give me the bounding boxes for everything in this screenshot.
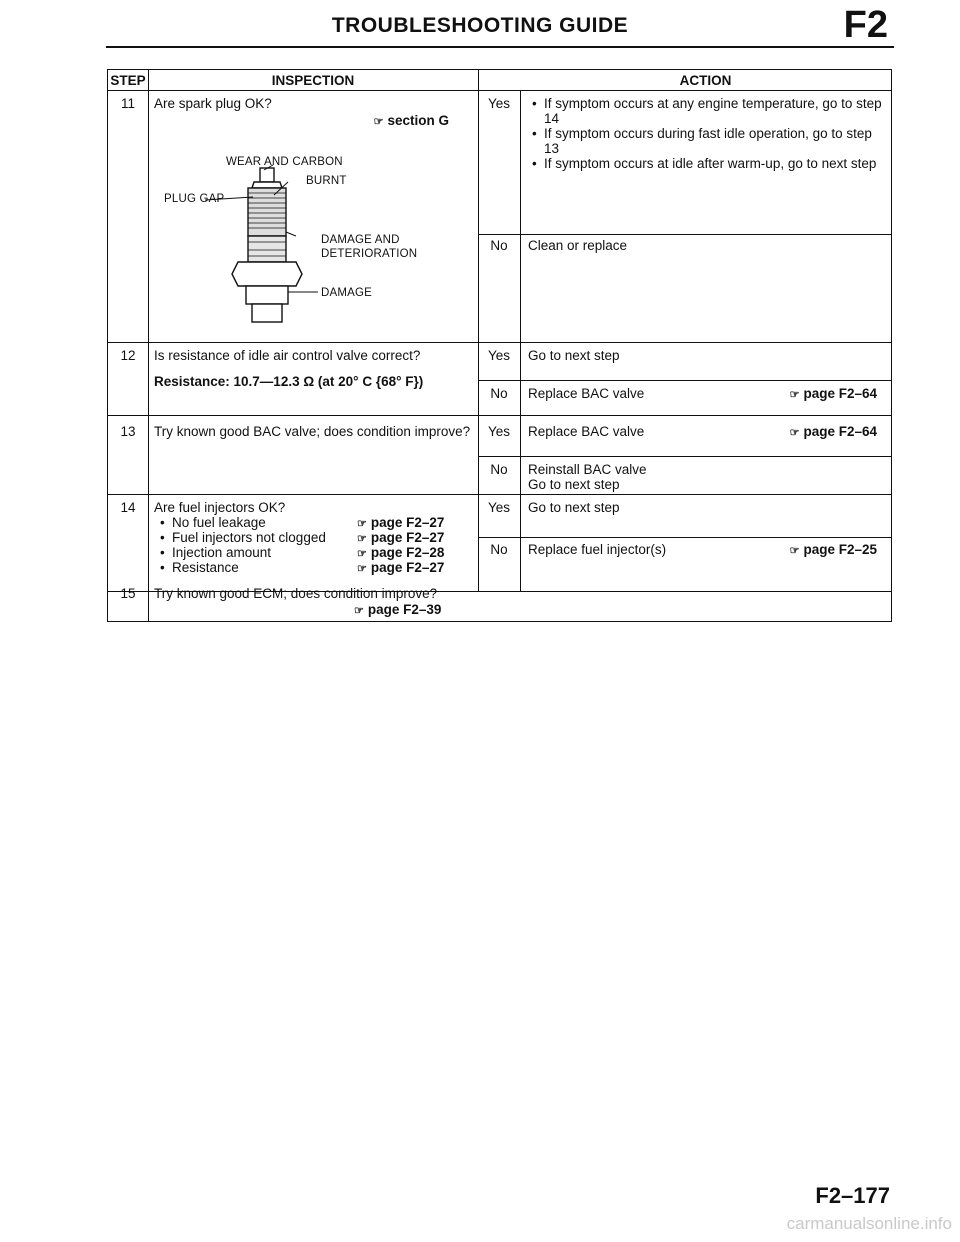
page-number: F2–177 <box>815 1183 890 1208</box>
pointing-hand-icon: ☞ <box>373 116 384 128</box>
reference-link: ☞ page F2–25 <box>789 542 877 557</box>
no-label: No <box>490 462 508 477</box>
inspection-question: Try known good ECM; does condition improve? <box>154 586 438 601</box>
no-label: No <box>490 542 508 557</box>
watermark: carmanualsonline.info <box>786 1214 952 1233</box>
diagram-label-damage-deterioration: DAMAGE AND <box>321 234 400 246</box>
action-item: • If symptom occurs during fast idle operation, go to step 13 <box>544 126 890 156</box>
yes-label: Yes <box>487 424 511 439</box>
diagram-label-damage-deterioration: DETERIORATION <box>321 248 418 260</box>
action-text: Go to next step <box>528 500 620 515</box>
header-step: STEP <box>110 73 146 88</box>
inspection-question: Is resistance of idle air control valve correct? <box>154 348 421 363</box>
step-number: 15 <box>120 586 136 601</box>
diagram-leader-lines <box>108 70 478 340</box>
pointing-hand-icon: ☞ <box>357 563 367 575</box>
inspection-item: • Fuel injectors not clogged ☞ page F2–27 <box>172 530 470 545</box>
diagram-label-wear: WEAR AND CARBON <box>226 156 343 168</box>
no-label: No <box>490 386 508 401</box>
pointing-hand-icon: ☞ <box>357 518 367 530</box>
row12-split <box>478 380 891 381</box>
action-text: Go to next step <box>528 477 620 492</box>
header-rule <box>106 46 894 48</box>
yes-label: Yes <box>487 500 511 515</box>
inspection-question: Are fuel injectors OK? <box>154 500 286 515</box>
yes-label: Yes <box>487 96 511 111</box>
row13-split <box>478 456 891 457</box>
action-text: Reinstall BAC valve <box>528 462 647 477</box>
pointing-hand-icon: ☞ <box>789 389 800 401</box>
inspection-question: Try known good BAC valve; does condition improve? <box>154 424 471 439</box>
pointing-hand-icon: ☞ <box>789 545 800 557</box>
pointing-hand-icon: ☞ <box>357 533 367 545</box>
pointing-hand-icon: ☞ <box>357 548 367 560</box>
reference-link: ☞ section G <box>373 113 449 128</box>
inspection-question: Are spark plug OK? <box>154 96 272 111</box>
pointing-hand-icon: ☞ <box>354 605 364 617</box>
step-number: 13 <box>120 424 136 439</box>
pointing-hand-icon: ☞ <box>789 427 800 439</box>
action-item: • If symptom occurs at any engine temperature, go to step 14 <box>544 96 890 126</box>
step-number: 11 <box>120 96 135 111</box>
no-label: No <box>490 238 508 253</box>
reference-link: ☞ page F2–64 <box>789 424 877 439</box>
row-divider-12 <box>108 415 891 416</box>
row14-split <box>478 537 891 538</box>
resistance-spec: Resistance: 10.7—12.3 Ω (at 20° C {68° F}) <box>154 374 424 389</box>
inspection-item: • Injection amount ☞ page F2–28 <box>172 545 470 560</box>
yes-label: Yes <box>487 348 511 363</box>
inspection-item: • Resistance ☞ page F2–27 <box>172 560 470 575</box>
action-item: • If symptom occurs at idle after warm-up, go to next step <box>544 156 890 171</box>
row-divider-13 <box>108 494 891 495</box>
action-text: Replace fuel injector(s) <box>528 542 667 557</box>
action-text: Replace BAC valve <box>528 386 645 401</box>
row-divider-11 <box>108 342 891 343</box>
action-text: Replace BAC valve <box>528 424 645 439</box>
header-inspection: INSPECTION <box>271 73 355 88</box>
reference-link: ☞ page F2–64 <box>789 386 877 401</box>
troubleshooting-table <box>107 69 892 622</box>
diagram-label-burnt: BURNT <box>306 175 347 187</box>
section-code: F2 <box>843 4 888 46</box>
page-header-title: TROUBLESHOOTING GUIDE <box>331 14 629 37</box>
header-action: ACTION <box>679 73 732 88</box>
action-text: Clean or replace <box>528 238 628 253</box>
inspection-item: • No fuel leakage ☞ page F2–27 <box>172 515 470 530</box>
step-number: 14 <box>120 500 136 515</box>
step-number: 12 <box>120 348 136 363</box>
action-text: Go to next step <box>528 348 620 363</box>
reference-link: ☞ page F2–39 <box>354 602 442 617</box>
action-list <box>530 96 890 171</box>
diagram-label-damage: DAMAGE <box>321 287 373 299</box>
row11-split <box>478 234 891 235</box>
inspection-item-list <box>158 515 470 575</box>
diagram-label-plug-gap: PLUG GAP <box>164 193 225 205</box>
col-divider-yesno <box>520 90 521 591</box>
